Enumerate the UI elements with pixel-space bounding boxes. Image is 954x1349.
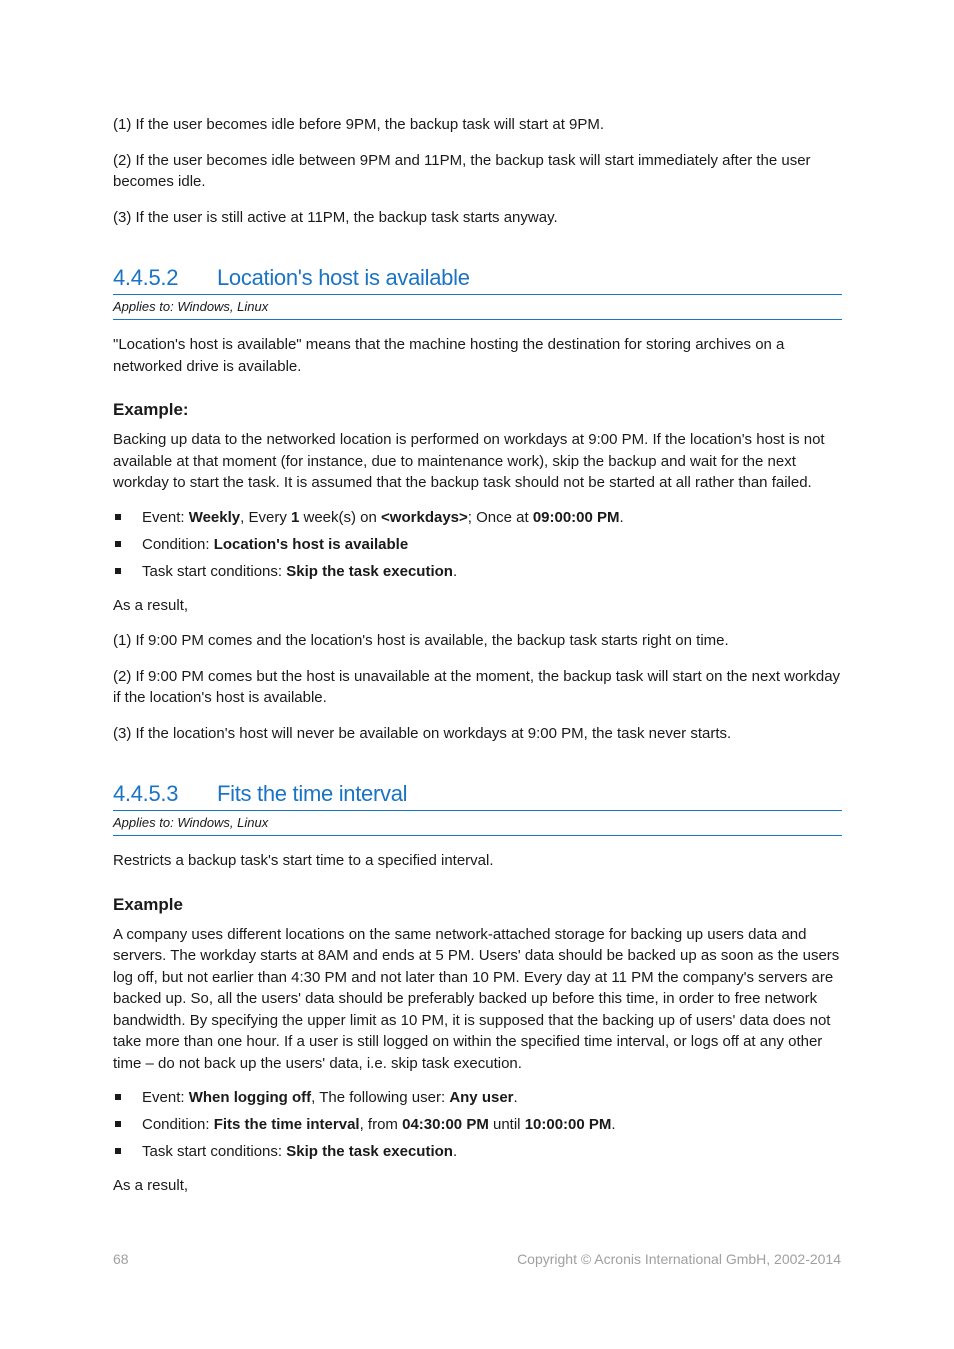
intro-para-2: (2) If the user becomes idle between 9PM and 11PM, the backup task will start immediately after the user becomes idle. — [113, 151, 811, 190]
intro-para-3: (3) If the user is still active at 11PM, the backup task starts anyway. — [113, 208, 558, 226]
page-footer — [113, 1251, 841, 1267]
section-description: "Location's host is available" means that the machine hosting the destination for storing archives on a networked drive is available. — [113, 336, 785, 375]
bullet-list — [113, 1084, 842, 1165]
result-para-3: (3) If the location's host will never be available on workdays at 9:00 PM, the task never starts. — [113, 724, 732, 742]
result-intro: As a result, — [113, 1177, 189, 1194]
list-item: Event: Weekly, Every 1 week(s) on <workdays>; Once at 09:00:00 PM. — [113, 504, 842, 531]
copyright-notice: Copyright © Acronis International GmbH, 2002-2014 — [517, 1251, 841, 1267]
section-number: 4.4.5.3 — [113, 781, 179, 806]
section-title: Fits the time interval — [217, 781, 408, 806]
bullet-list — [113, 504, 842, 585]
list-item: Task start conditions: Skip the task execution. — [113, 1138, 842, 1165]
section-heading — [113, 780, 842, 811]
page-number: 68 — [113, 1251, 129, 1267]
section-description: Restricts a backup task's start time to a specified interval. — [113, 852, 494, 869]
document-page — [113, 114, 842, 1211]
list-item: Condition: Location's host is available — [113, 531, 842, 558]
example-heading: Example: — [113, 400, 189, 419]
example-heading: Example — [113, 894, 183, 914]
applies-to-note: Applies to: Windows, Linux — [113, 811, 842, 836]
section-heading — [113, 264, 842, 295]
example-text: A company uses different locations on the same network-attached storage for backing up users data and servers. The workday starts at 8AM and ends at 5 PM. Users' data should be backed up as soon as the users log off, but not earlier than 4:30 PM and not later than 10 PM. Every day at 11 PM the company's servers are backed up. So, all the users' data should be preferably backed up before this time, in order to free network bandwidth. By specifying the upper limit as 10 PM, it is supposed that the backing up of users' data does not take more than one hour. If a user is still logged on within the specified time interval, or logs off at any other time – do not back up the users' data, i.e. skip task execution. — [113, 925, 840, 1072]
section-title: Location's host is available — [217, 265, 470, 290]
result-para-1: (1) If 9:00 PM comes and the location's host is available, the backup task starts right on time. — [113, 632, 729, 649]
list-item: Event: When logging off, The following user: Any user. — [113, 1084, 842, 1111]
result-para-2: (2) If 9:00 PM comes but the host is unavailable at the moment, the backup task will start on the next workday if the location's host is available. — [113, 667, 841, 706]
section-location-host — [113, 264, 842, 744]
example-text: Backing up data to the networked location is performed on workdays at 9:00 PM. If the location's host is not available at that moment (for instance, due to maintenance work), skip the backup and wait for the next workday to start the task. It is assumed that the backup task should not be started at all rather than failed. — [113, 431, 825, 491]
section-number: 4.4.5.2 — [113, 265, 179, 290]
applies-to-note: Applies to: Windows, Linux — [113, 295, 842, 320]
section-time-interval — [113, 780, 842, 1197]
list-item: Task start conditions: Skip the task execution. — [113, 558, 842, 585]
list-item: Condition: Fits the time interval, from 04:30:00 PM until 10:00:00 PM. — [113, 1111, 842, 1138]
result-intro: As a result, — [113, 596, 189, 614]
intro-para-1: (1) If the user becomes idle before 9PM, the backup task will start at 9PM. — [113, 116, 605, 133]
